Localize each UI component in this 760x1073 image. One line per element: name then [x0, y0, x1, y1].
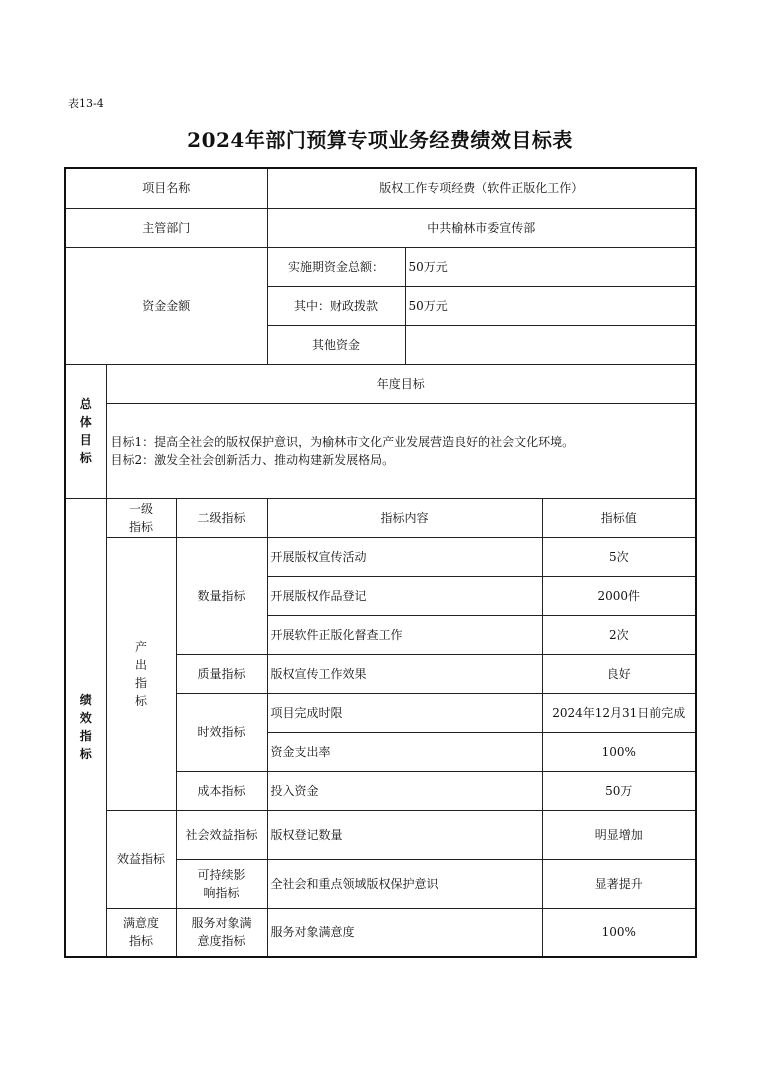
indicator-content: 版权宣传工作效果: [267, 654, 542, 693]
table-row: [65, 537, 696, 576]
timeliness-indicator-label: 时效指标: [176, 693, 267, 771]
level1-header-text: 一级指标: [128, 501, 153, 534]
table-row: [65, 908, 696, 957]
indicator-value: 明显增加: [542, 810, 696, 859]
annual-goal-content: [106, 403, 696, 498]
service-satisfaction-label: [176, 908, 267, 957]
indicator-content: 服务对象满意度: [267, 908, 542, 957]
funds-total-row: [65, 247, 696, 286]
department-row: [65, 208, 696, 247]
overall-goal-section-label: [65, 364, 106, 498]
department-value: 中共榆林市委宣传部: [267, 208, 696, 247]
indicator-content: 开展版权作品登记: [267, 576, 542, 615]
indicator-content: 版权登记数量: [267, 810, 542, 859]
funds-total-value: 50万元: [405, 247, 696, 286]
page-title: 2024年部门预算专项业务经费绩效目标表: [187, 128, 573, 152]
table-row: [65, 810, 696, 859]
content-header: 指标内容: [267, 498, 542, 537]
indicator-content: 资金支出率: [267, 732, 542, 771]
department-label: 主管部门: [65, 208, 267, 247]
annual-goal-label: 年度目标: [106, 364, 696, 403]
satisfaction-indicator-label: [106, 908, 176, 957]
annual-goal-content-row: [65, 403, 696, 498]
sustainable-impact-label: [176, 859, 267, 908]
indicator-value: 2次: [542, 615, 696, 654]
satisfaction-indicator-text: 满意度指标: [122, 916, 159, 949]
indicator-header-row: [65, 498, 696, 537]
sustainable-impact-text: 可持续影响指标: [197, 867, 246, 900]
indicator-value: 良好: [542, 654, 696, 693]
goal-2-text: 目标2：激发全社会创新活力、推动构建新发展格局。: [110, 452, 395, 467]
indicator-content: 开展软件正版化督查工作: [267, 615, 542, 654]
annual-goal-header-row: [65, 364, 696, 403]
benefit-indicator-label: 效益指标: [106, 810, 176, 908]
value-header: 指标值: [542, 498, 696, 537]
indicator-section-label: [65, 498, 106, 957]
indicator-value: 显著提升: [542, 859, 696, 908]
overall-goal-section-text: 总体目标: [79, 397, 92, 465]
project-name-row: [65, 168, 696, 208]
output-indicator-text: 产出指标: [134, 639, 147, 708]
funds-total-label: 实施期资金总额：: [267, 247, 405, 286]
indicator-value: 50万: [542, 771, 696, 810]
indicator-value: 100%: [542, 908, 696, 957]
quantity-indicator-label: 数量指标: [176, 537, 267, 654]
funds-fiscal-label: 其中：财政拨款: [267, 286, 405, 325]
indicator-section-text: 绩效指标: [79, 693, 92, 762]
funds-other-label: 其他资金: [267, 325, 405, 364]
project-name-value: 版权工作专项经费（软件正版化工作）: [267, 168, 696, 208]
funds-label: 资金金额: [65, 247, 267, 364]
indicator-value: 100%: [542, 732, 696, 771]
indicator-content: 全社会和重点领域版权保护意识: [267, 859, 542, 908]
level2-header: 二级指标: [176, 498, 267, 537]
quality-indicator-label: 质量指标: [176, 654, 267, 693]
indicator-content: 开展版权宣传活动: [267, 537, 542, 576]
funds-other-value: [405, 325, 696, 364]
output-indicator-label: [106, 537, 176, 810]
goal-1-text: 目标1：提高全社会的版权保护意识，为榆林市文化产业发展营造良好的社会文化环境。: [110, 434, 575, 449]
funds-fiscal-value: 50万元: [405, 286, 696, 325]
indicator-content: 项目完成时限: [267, 693, 542, 732]
indicator-value: 5次: [542, 537, 696, 576]
cost-indicator-label: 成本指标: [176, 771, 267, 810]
table-number: 表13-4: [68, 97, 104, 110]
indicator-content: 投入资金: [267, 771, 542, 810]
indicator-value: 2000件: [542, 576, 696, 615]
service-satisfaction-text: 服务对象满意度指标: [191, 916, 252, 949]
level1-header: [106, 498, 176, 537]
performance-target-table: [64, 167, 697, 958]
indicator-value: 2024年12月31日前完成: [542, 693, 696, 732]
project-name-label: 项目名称: [65, 168, 267, 208]
social-benefit-label: 社会效益指标: [176, 810, 267, 859]
